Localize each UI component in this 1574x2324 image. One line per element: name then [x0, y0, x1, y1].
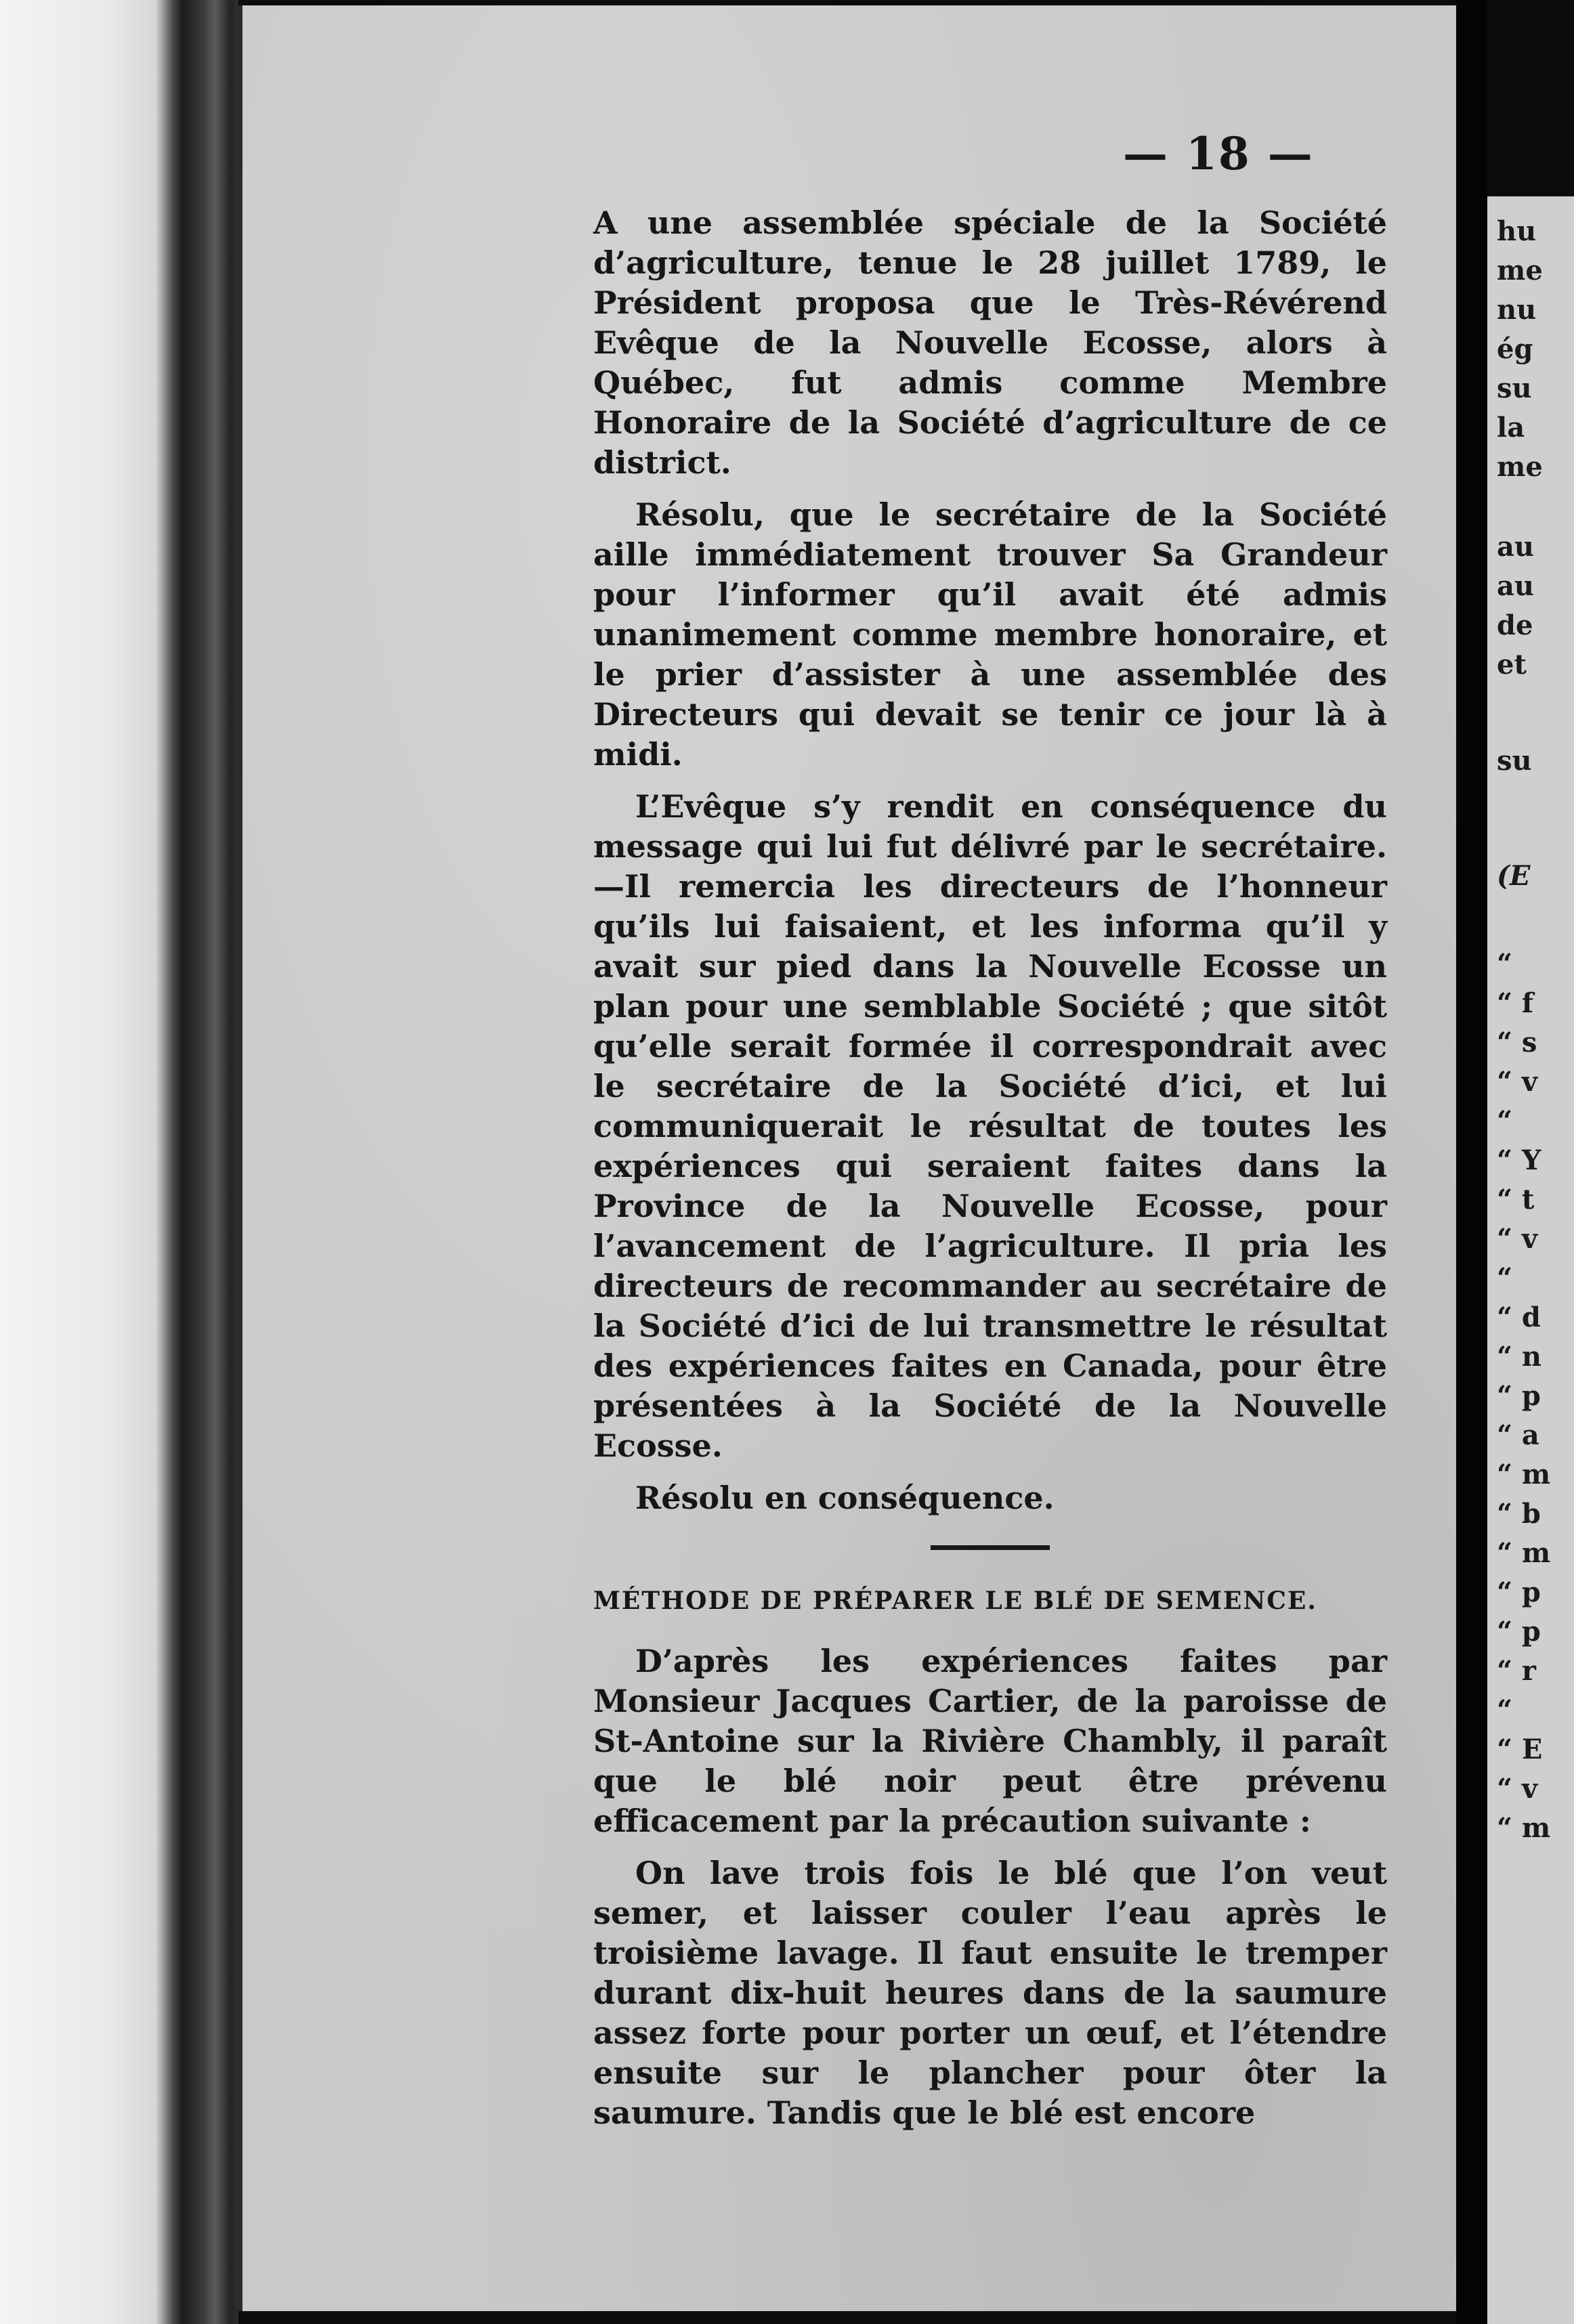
next-page-fragment: “ E	[1497, 1734, 1543, 1765]
next-page-fragment: “	[1497, 1105, 1513, 1137]
next-page-fragment: (E	[1497, 860, 1531, 892]
next-page-fragment: “ n	[1497, 1341, 1542, 1373]
next-page-fragment: “ f	[1497, 987, 1534, 1019]
next-page-fragment: su	[1497, 745, 1532, 777]
paragraph-bishop-reply: L’Evêque s’y rendit en conséquence du message qui lui fut délivré par le secrétaire.—Il remercia les directeurs de l’honneur qu’ils lui faisaient, et les informa qu’il y avait sur pied dans la Nouvelle Ecosse un plan pour une semblable Société ; que sitôt qu’elle serait formée il correspondrait avec le secrétaire de la Société d’ici, et lui communiquerait le résultat de toutes les expériences qui seraient faites dans la Province de la Nouvelle Ecosse, pour l’avancement de l’agriculture. Il pria les directeurs de recommander au secrétaire de la Société d’ici de lui transmettre le résultat des expériences faites en Canada, pour être présentées à la Société de la Nouvelle Ecosse.	[593, 788, 1387, 1464]
paragraph-washing-method: On lave trois fois le blé que l’on veut semer, et laisser couler l’eau après le troisième lavage. Il faut ensuite le tremper durant dix-huit heures dans de la saumure assez forte pour porter un œuf, et l’étendre ensuite sur le plancher pour ôter la saumure. Tandis que le blé est encore	[593, 1855, 1387, 2131]
next-page-fragment: me	[1497, 451, 1543, 483]
page-gutter	[1456, 0, 1487, 2324]
next-page-fragment: “ Y	[1497, 1144, 1541, 1176]
section-heading: MÉTHODE DE PRÉPARER LE BLÉ DE SEMENCE.	[593, 1587, 1317, 1615]
next-page-fragment: “ d	[1497, 1301, 1541, 1333]
next-page-fragment: “ v	[1497, 1223, 1538, 1255]
next-page-fragment: “ m	[1497, 1812, 1551, 1844]
paragraph-assembly: A une assemblée spéciale de la Société d’agriculture, tenue le 28 juillet 1789, le Président proposa que le Très-Révérend Evêque de la Nouvelle Ecosse, alors à Québec, fut admis comme Membre Honoraire de la Société d’agriculture de ce district.	[593, 205, 1387, 481]
next-page-fragment: nu	[1497, 294, 1537, 326]
section-divider	[931, 1545, 1050, 1550]
next-page-fragment: “ m	[1497, 1537, 1551, 1569]
next-page-fragment: “ m	[1497, 1459, 1551, 1490]
page-stack-edge	[0, 0, 238, 2324]
next-page-fragment: “ b	[1497, 1498, 1541, 1530]
next-page-edge	[1487, 196, 1574, 2324]
next-page-fragment: “ p	[1497, 1576, 1541, 1608]
paragraph-resolution-secretary: Résolu, que le secrétaire de la Société aille immédiatement trouver Sa Grandeur pour l’informer qu’il avait été admis unanimement comme membre honoraire, et le prier d’assister à une assemblée des Directeurs qui devait se tenir ce jour là à midi.	[593, 496, 1387, 773]
page-number: — 18 —	[1123, 127, 1314, 180]
next-page-fragment: “	[1497, 1262, 1513, 1294]
paragraph-resolved: Résolu en conséquence.	[635, 1480, 1055, 1516]
next-page-fragment: “ t	[1497, 1184, 1535, 1215]
paragraph-cartier-experiments: D’après les expériences faites par Monsieur Jacques Cartier, de la paroisse de St-Antoine sur la Rivière Chambly, il paraît que le blé noir peut être prévenu efficacement par la précaution suivante :	[593, 1643, 1387, 1839]
next-page-fragment: hu	[1497, 215, 1537, 247]
next-page-fragment: “	[1497, 1694, 1513, 1726]
next-page-fragment: au	[1497, 570, 1534, 602]
next-page-fragment: “ s	[1497, 1027, 1537, 1058]
next-page-fragment: au	[1497, 531, 1534, 563]
text-column	[593, 203, 1387, 2145]
next-page-fragment: “ v	[1497, 1066, 1538, 1098]
next-page-fragment: me	[1497, 255, 1543, 286]
next-page-fragment: la	[1497, 412, 1525, 444]
next-page-fragment: “ r	[1497, 1655, 1537, 1687]
next-page-fragment: et	[1497, 649, 1527, 681]
next-page-fragment: de	[1497, 609, 1533, 641]
next-page-fragment: “ p	[1497, 1380, 1541, 1412]
next-page-fragment: “ a	[1497, 1419, 1539, 1451]
next-page-fragment: ég	[1497, 333, 1533, 365]
next-page-fragment: “	[1497, 948, 1513, 980]
next-page-fragment: “ v	[1497, 1773, 1538, 1805]
next-page-fragment: “ p	[1497, 1616, 1541, 1648]
next-page-fragment: su	[1497, 372, 1532, 404]
